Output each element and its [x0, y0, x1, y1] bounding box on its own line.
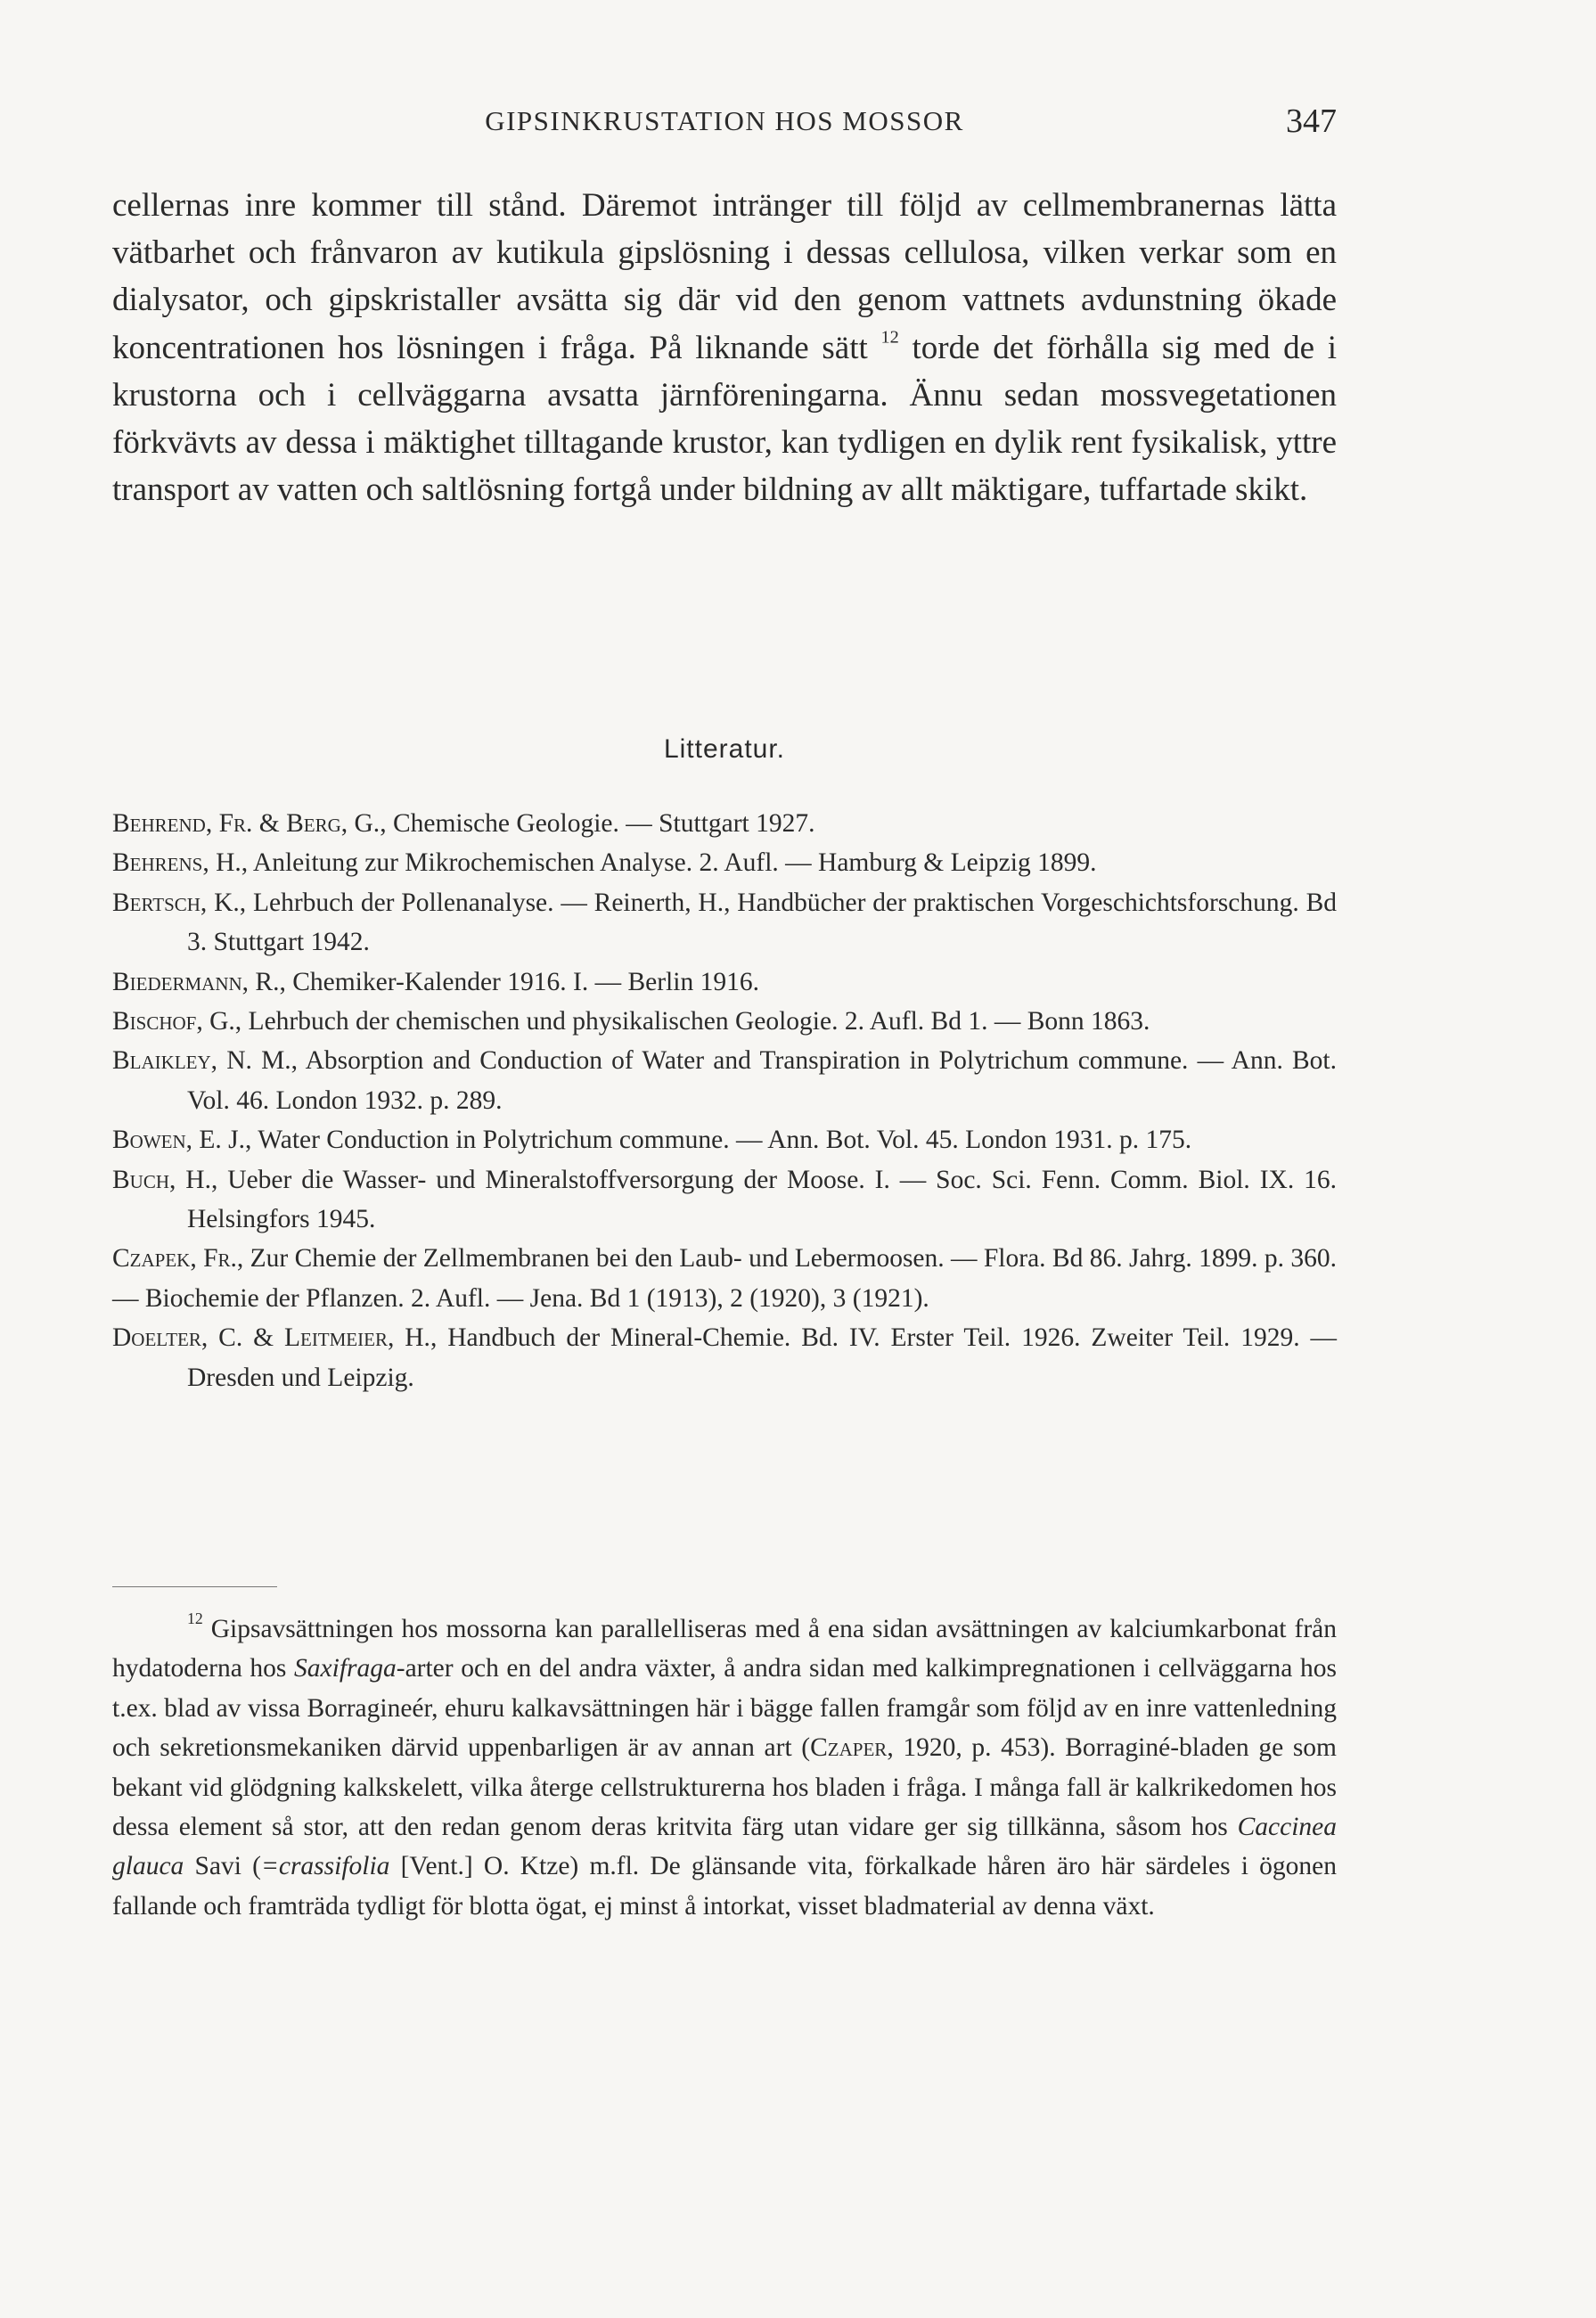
reference-text: , Handbuch der Mineral-Chemie. Bd. IV. Erster Teil. 1926. Zweiter Teil. 1929. — Dresden und Leipzig. — [187, 1323, 1337, 1392]
reference-entry — [112, 883, 1337, 962]
reference-entry — [112, 1160, 1337, 1240]
reference-author: Doelter, C. & Leitmeier, H. — [112, 1323, 430, 1353]
running-title: GIPSINKRUSTATION HOS MOSSOR — [485, 105, 964, 136]
footnote-divider — [112, 1586, 277, 1587]
reference-text: , Chemiker-Kalender 1916. I. — Berlin 1916. — [279, 967, 759, 996]
reference-text: , Zur Chemie der Zellmembranen bei den Laub- und Lebermoosen. — Flora. Bd 86. Jahrg. 1899. p. 360. — [236, 1244, 1337, 1274]
reference-entry — [112, 962, 1337, 1002]
reference-text: , Lehrbuch der chemischen und physikalischen Geologie. 2. Aufl. Bd 1. — Bonn 1863. — [234, 1007, 1150, 1036]
reference-entry — [112, 843, 1337, 882]
reference-author: Czapek, Fr. — [112, 1244, 237, 1274]
reference-author: Bischof, G. — [112, 1007, 235, 1036]
footnote-text: , 1920, p. 453). Borraginé-bladen ge som bekant vid glödgning kalkskelett, vilka återge cellstrukturerna hos bladen i fråga. I många fall är kalkrikedomen hos dessa element så stor, att den redan genom deras kritvita färg utan vidare ger sig tillkänna, såsom hos — [112, 1733, 1338, 1842]
footnote-author: Czaper — [810, 1733, 888, 1763]
reference-entry — [112, 1041, 1337, 1120]
footnote-text: Savi ( — [184, 1852, 261, 1881]
reference-entry — [112, 1318, 1337, 1397]
footnote — [112, 1609, 1337, 1926]
reference-entry — [112, 804, 1337, 843]
reference-entry — [112, 1279, 1337, 1318]
reference-author: Biedermann, R. — [112, 967, 280, 996]
reference-entry — [112, 1239, 1337, 1278]
reference-author: Bertsch, K. — [112, 888, 240, 917]
reference-text: — Biochemie der Pflanzen. 2. Aufl. — Jena. Bd 1 (1913), 2 (1920), 3 (1921). — [112, 1283, 929, 1313]
footnote-italic-taxon: Saxifraga — [294, 1654, 397, 1683]
reference-list — [112, 804, 1337, 1397]
footnote-number: 12 — [187, 1609, 203, 1627]
paragraph-1 — [112, 182, 1337, 513]
reference-text: , Chemische Geologie. — Stuttgart 1927. — [380, 809, 815, 838]
paragraph-text: torde det förhålla sig med de i krustorna och i cellväggarna avsatta järnföreningarna. Ännu sedan mossvegetationen förkvävts av dessa i mäktighet tilltagande krustor, kan tydligen en dylik rent fysikalisk, yttre transport av vatten och saltlösning fortgå under bildning av allt mäktigare, tuffartade skikt. — [112, 329, 1338, 509]
reference-entry — [112, 1120, 1337, 1159]
reference-author: Bowen, E. J. — [112, 1126, 246, 1155]
reference-author: Blaikley, N. M. — [112, 1046, 291, 1076]
paragraph-text: cellernas inre kommer till stånd. Däremot intränger till följd av cellmembranernas lätta vätbarhet och frånvaron av kutikula gipslösning i dessas cellulosa, vilken verkar som en dialysator, och gipskristaller avsätta sig där vid den genom vattnets avdunstning ökade koncentrationen hos lösningen i fråga. På liknande sätt — [112, 187, 1337, 366]
references-heading: Litteratur. — [663, 734, 786, 764]
reference-text: , Lehrbuch der Pollenanalyse. — Reinerth, H., Handbücher der praktischen Vorgeschichtsforschung. Bd 3. Stuttgart 1942. — [187, 888, 1337, 957]
reference-text: , Ueber die Wasser- und Mineralstoffversorgung der Moose. I. — Soc. Sci. Fenn. Comm. Biol. IX. 16. Helsingfors 1945. — [187, 1165, 1337, 1234]
footnote-text: -arter och en del andra växter, å andra sidan med kalkimpregnationen i cellväggarna hos t.ex. blad av vissa Borragineér, ehuru kalkavsättningen här i bägge fallen framgår som följd av en inre vattenledning och sekretionsmekaniken därvid uppenbarligen är av annan art ( — [112, 1654, 1338, 1763]
reference-entry — [112, 1002, 1337, 1041]
footnote-reference: 12 — [880, 327, 899, 348]
page-number: 347 — [1286, 102, 1337, 140]
footnote-italic-synonym: =crassifolia — [260, 1852, 390, 1881]
reference-text: , Water Conduction in Polytrichum commune. — Ann. Bot. Vol. 45. London 1931. p. 175. — [245, 1126, 1192, 1155]
running-head — [112, 102, 1337, 144]
footnote-text: [Vent.] O. Ktze) m.fl. De glänsande vita, förkalkade håren äro här särdeles i ögonen fallande och framträda tydligt för blotta ögat, ej minst å intorkat, visset bladmaterial av denna växt. — [112, 1852, 1337, 1921]
reference-author: Behrend, Fr. & Berg, G. — [112, 809, 381, 838]
footnote-text: Gipsavsättningen hos mossorna kan parallelliseras med å ena sidan avsättningen av kalciumkarbonat från hydatoderna hos — [112, 1615, 1337, 1683]
body-paragraph — [112, 182, 1337, 513]
footnote-italic-taxon: Caccinea glauca — [112, 1813, 1337, 1881]
reference-author: Behrens, H. — [112, 848, 241, 878]
reference-text: , Absorption and Conduction of Water and Transpiration in Polytrichum commune. — Ann. Bot. Vol. 46. London 1932. p. 289. — [187, 1046, 1337, 1115]
reference-text: , Anleitung zur Mikrochemischen Analyse. 2. Aufl. — Hamburg & Leipzig 1899. — [241, 848, 1097, 878]
reference-author: Buch, H. — [112, 1165, 211, 1194]
